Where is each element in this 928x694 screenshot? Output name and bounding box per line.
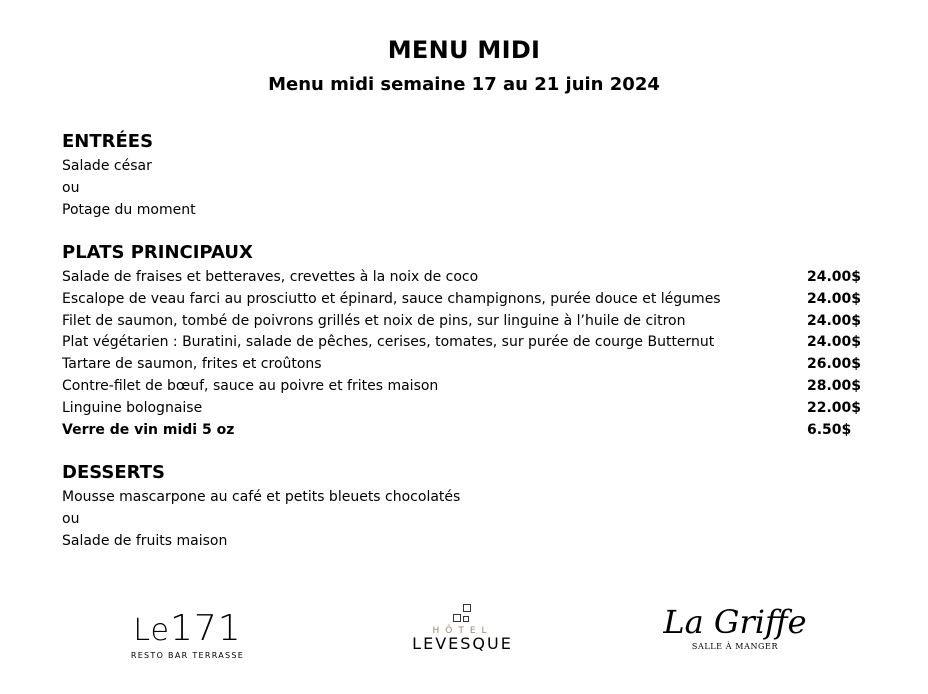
le171-tagline: RESTO BAR TERRASSE	[130, 651, 245, 660]
plat-item	[62, 332, 882, 354]
la-griffe-logo	[660, 602, 810, 651]
logos-footer	[0, 600, 928, 680]
entrees-heading: ENTRÉES	[62, 131, 154, 152]
dessert-separator: ou	[62, 510, 80, 527]
plat-item	[62, 311, 882, 333]
plat-name: Filet de saumon, tombé de poivrons grillés et noix de pins, sur linguine à l’huile de citron	[62, 312, 686, 329]
plat-name: Linguine bolognaise	[62, 399, 203, 416]
desserts-heading: DESSERTS	[62, 462, 165, 483]
dessert-item: Salade de fruits maison	[62, 532, 228, 549]
plat-price: 22.00$	[807, 399, 862, 416]
wine-item	[62, 420, 882, 442]
plat-item	[62, 354, 882, 376]
plat-price: 28.00$	[807, 377, 862, 394]
desserts-section	[62, 461, 882, 552]
plats-heading: PLATS PRINCIPAUX	[62, 242, 253, 263]
plat-item	[62, 398, 882, 420]
plat-name: Salade de fraises et betteraves, crevettes à la noix de coco	[62, 269, 479, 285]
plat-item	[62, 289, 882, 311]
dessert-item: Mousse mascarpone au café et petits bleuets chocolatés	[62, 489, 461, 505]
wine-price: 6.50$	[807, 421, 852, 438]
hotel-levesque-logo	[395, 604, 530, 653]
entrees-section	[62, 130, 882, 221]
plat-price: 26.00$	[807, 356, 862, 373]
plat-price: 24.00$	[807, 290, 862, 307]
menu-subtitle: Menu midi semaine 17 au 21 juin 2024	[268, 74, 660, 95]
plat-name: Plat végétarien : Buratini, salade de pêches, cerises, tomates, sur purée de courge Butternut	[62, 334, 715, 351]
plat-price: 24.00$	[807, 269, 862, 285]
entree-item: Salade césar	[62, 158, 152, 174]
squares-icon	[443, 604, 483, 626]
hotel-name: LEVESQUE	[412, 634, 513, 653]
plat-item	[62, 376, 882, 398]
plat-price: 24.00$	[807, 312, 862, 329]
entree-separator: ou	[62, 179, 80, 196]
plat-item	[62, 267, 882, 289]
wine-name: Verre de vin midi 5 oz	[62, 421, 235, 438]
plat-name: Escalope de veau farci au prosciutto et épinard, sauce champignons, purée douce et légumes	[62, 290, 721, 307]
plat-price: 24.00$	[807, 334, 862, 351]
plat-name: Tartare de saumon, frites et croûtons	[62, 356, 322, 373]
hotel-label: HÔTEL	[432, 626, 493, 636]
la-griffe-wordmark: La Griffe	[663, 603, 807, 641]
la-griffe-tagline: SALLE À MANGER	[691, 642, 779, 651]
entree-item: Potage du moment	[62, 201, 196, 218]
le171-logo	[115, 610, 260, 660]
menu-title: MENU MIDI	[387, 36, 541, 64]
plat-name: Contre-filet de bœuf, sauce au poivre et frites maison	[62, 377, 439, 394]
le171-wordmark: Le171	[133, 608, 242, 649]
plats-section	[62, 241, 882, 441]
